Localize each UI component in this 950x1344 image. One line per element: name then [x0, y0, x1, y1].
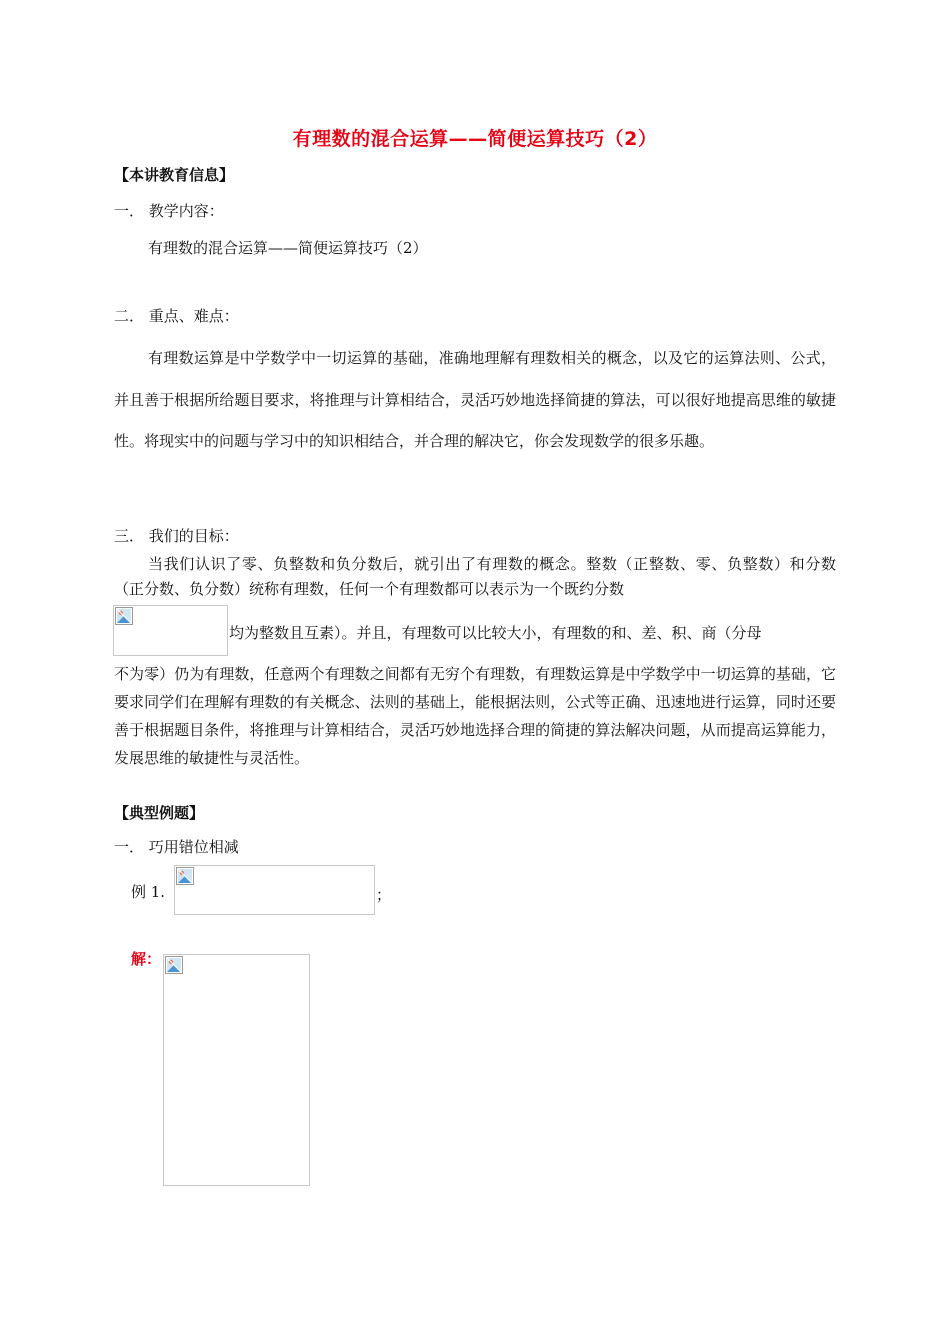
- item1-heading: 一． 教学内容：: [114, 202, 224, 220]
- item3-paragraph-a: 当我们认识了零、负整数和负分数后，就引出了有理数的概念。整数（正整数、零、负整数）和分数（正分数、负分数）统称有理数，任何一个有理数都可以表示为一个既约分数: [114, 555, 836, 598]
- item2-paragraph: 有理数运算是中学数学中一切运算的基础，准确地理解有理数相关的概念，以及它的运算法则、公式，并且善于根据所给题目要求，将推理与计算相结合，灵活巧妙地选择简捷的算法，可以很好地提高思维的敏捷性。将现实中的问题与学习中的知识相结合，并合理的解决它，你会发现数学的很多乐趣。: [114, 349, 836, 450]
- broken-image-icon: [165, 956, 183, 974]
- part1-heading: 一． 巧用错位相减: [114, 838, 239, 856]
- fraction-image: [113, 605, 228, 656]
- broken-image-icon: [115, 607, 133, 625]
- item1-content: 有理数的混合运算——简便运算技巧（2）: [148, 239, 428, 257]
- example-1-image: [174, 865, 375, 915]
- broken-image-icon: [176, 867, 194, 885]
- example-suffix: ；: [376, 886, 392, 904]
- example-label: 例 1.: [131, 883, 166, 901]
- item3-heading: 三． 我们的目标：: [114, 527, 239, 545]
- solution-label: 解：: [131, 950, 162, 968]
- page-title: 有理数的混合运算——简便运算技巧（2）: [292, 128, 658, 150]
- section-heading-examples: 【典型例题】: [114, 804, 205, 822]
- item3-paragraph-b: 不为零）仍为有理数，任意两个有理数之间都有无穷个有理数，有理数运算是中学数学中一切运算的基础，它要求同学们在理解有理数的有关概念、法则的基础上，能根据法则，公式等正确、迅速地进行运算，同时还要善于根据题目条件，将推理与计算相结合，灵活巧妙地选择合理的简捷的算法解决问题，从而提高运算能力，发展思维的敏捷性与灵活性。: [114, 665, 836, 767]
- section-heading-info: 【本讲教育信息】: [114, 166, 235, 184]
- item3-after-image: 均为整数且互素）。并且，有理数可以比较大小，有理数的和、差、积、商（分母: [229, 624, 762, 642]
- solution-image: [163, 954, 310, 1186]
- item2-heading: 二． 重点、难点：: [114, 307, 239, 325]
